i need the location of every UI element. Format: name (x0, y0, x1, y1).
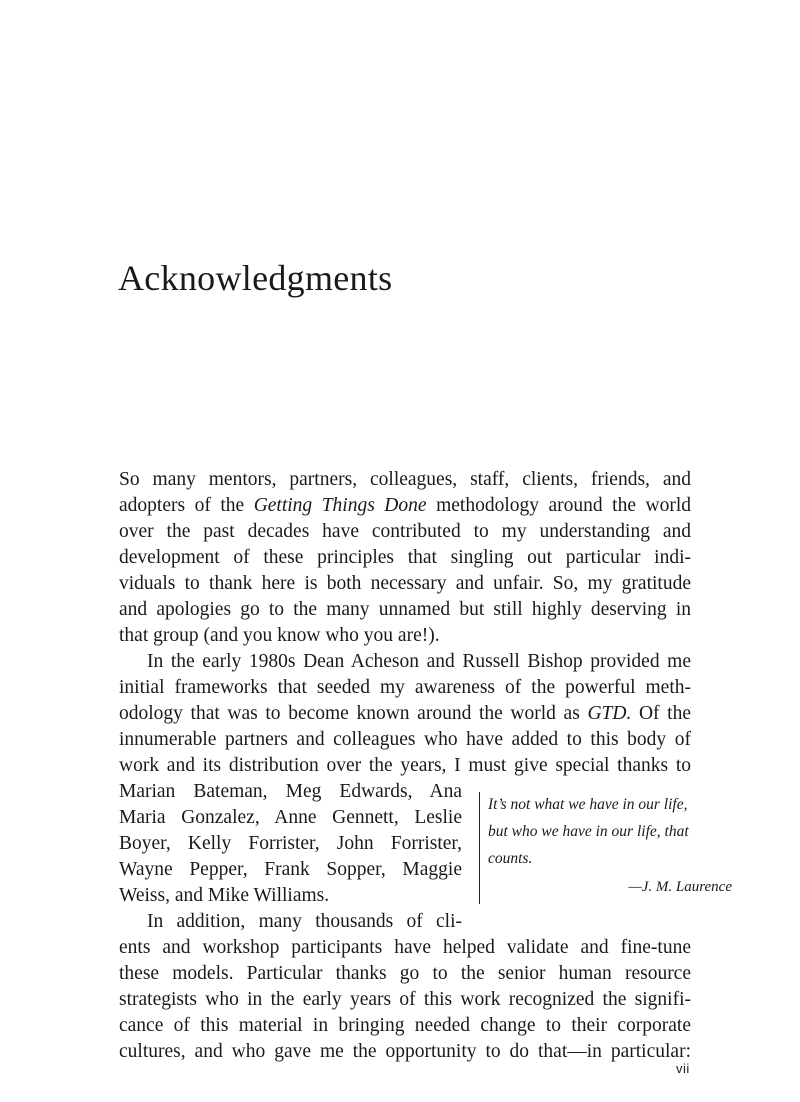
book-title-italic: Getting Things Done (253, 495, 427, 516)
paragraph-line: Marian Bateman, Meg Edwards, Ana (119, 781, 462, 802)
line-text: methodology around the world (426, 495, 691, 516)
paragraph-line: cultures, and who gave me the opportunity to do that—in particular: (119, 1041, 691, 1062)
paragraph-line: Boyer, Kelly Forrister, John Forrister, (119, 833, 462, 854)
pull-quote (479, 792, 740, 904)
line-text: Of the (631, 703, 691, 724)
paragraph-line: initial frameworks that seeded my awareness of the powerful meth- (119, 677, 691, 698)
quote-line: counts. (488, 850, 533, 867)
line-text: odology that was to become known around the world as (119, 703, 588, 724)
paragraph-line: over the past decades have contributed to my understanding and (119, 521, 691, 542)
paragraph-line: Wayne Pepper, Frank Sopper, Maggie (119, 859, 462, 880)
paragraph-line (119, 701, 691, 727)
paragraph-line (119, 493, 691, 519)
paragraph-line: In the early 1980s Dean Acheson and Russell Bishop provided me (147, 651, 691, 672)
paragraph-line: In addition, many thousands of cli- (147, 911, 462, 932)
paragraph-line: cance of this material in bringing needed change to their corporate (119, 1015, 691, 1036)
paragraph-line: these models. Particular thanks go to the senior human resource (119, 963, 691, 984)
quote-attribution: —J. M. Laurence (628, 879, 732, 895)
line-text: adopters of the (119, 495, 254, 516)
page-number: vii (676, 1061, 690, 1076)
paragraph-line: ents and workshop participants have helped validate and fine-tune (119, 937, 691, 958)
paragraph-line: development of these principles that singling out particular indi- (119, 547, 691, 568)
paragraph-line: work and its distribution over the years, I must give special thanks to (119, 755, 691, 776)
quote-line: It’s not what we have in our life, (488, 796, 688, 813)
quote-line: but who we have in our life, that (488, 823, 689, 840)
paragraph-line: that group (and you know who you are!). (119, 625, 440, 646)
paragraph-line: Maria Gonzalez, Anne Gennett, Leslie (119, 807, 462, 828)
paragraph-line: Weiss, and Mike Williams. (119, 885, 330, 906)
paragraph-line: innumerable partners and colleagues who have added to this body of (119, 729, 691, 750)
paragraph-line: So many mentors, partners, colleagues, staff, clients, friends, and (119, 469, 691, 490)
paragraph-line: viduals to thank here is both necessary and unfair. So, my gratitude (119, 573, 691, 594)
paragraph-line: and apologies go to the many unnamed but still highly deserving in (119, 599, 691, 620)
page-title: Acknowledgments (118, 258, 393, 298)
gtd-italic: GTD. (587, 703, 632, 724)
paragraph-line: strategists who in the early years of this work recognized the signifi- (119, 989, 691, 1010)
